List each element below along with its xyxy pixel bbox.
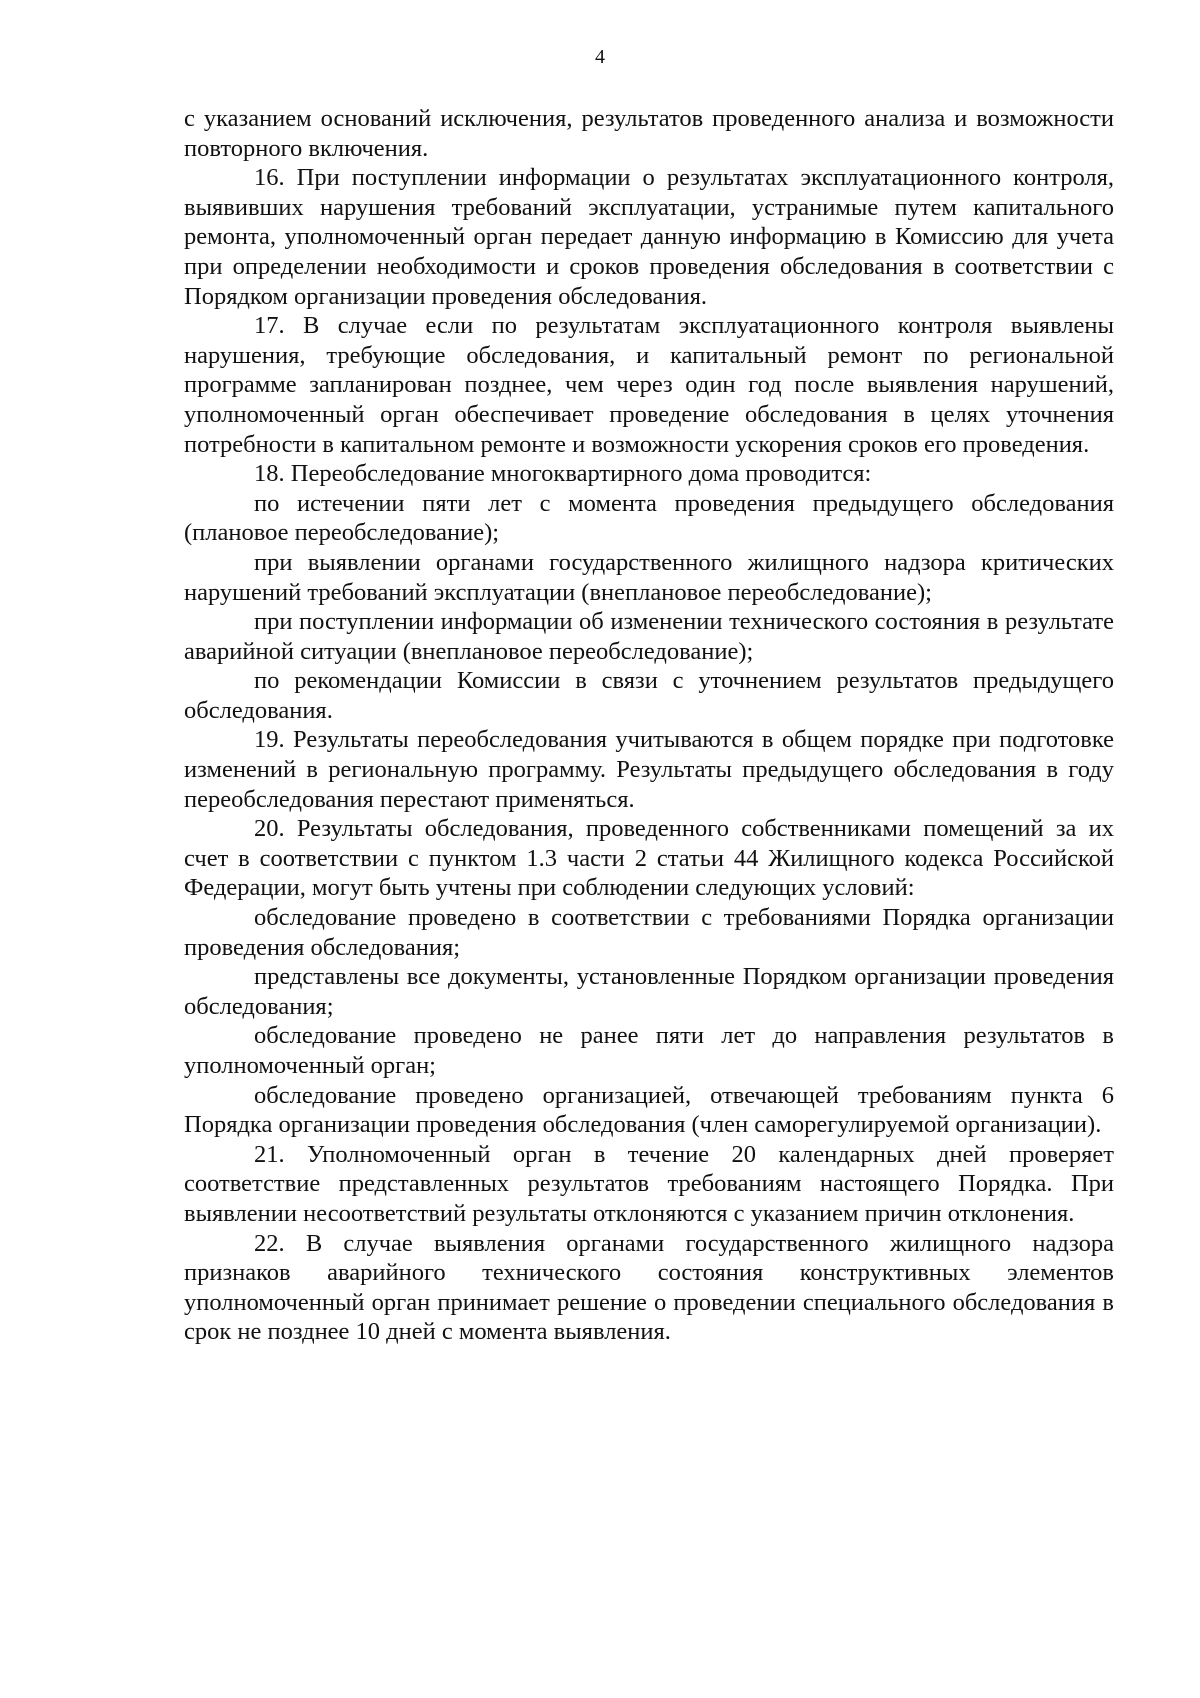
paragraph: с указанием оснований исключения, результатов проведенного анализа и возможности повторного включения. — [184, 105, 1114, 162]
list-item: обследование проведено организацией, отвечающей требованиям пункта 6 Порядка организации проведения обследования (член саморегулируемой организации). — [184, 1081, 1114, 1139]
paragraph-19: 19. Результаты переобследования учитываются в общем порядке при подготовке изменений в региональную программу. Результаты предыдущего обследования в году переобследования перестают применяться. — [184, 726, 1114, 813]
list-item: по истечении пяти лет с момента проведения предыдущего обследования (плановое переобследование); — [184, 489, 1114, 547]
document-body — [184, 104, 1114, 1347]
paragraph-21: 21. Уполномоченный орган в течение 20 календарных дней проверяет соответствие представленных результатов требованиям настоящего Порядка. При выявлении несоответствий результаты отклоняются с указанием причин отклонения. — [184, 1140, 1114, 1227]
paragraph-16: 16. При поступлении информации о результатах эксплуатационного контроля, выявивших нарушения требований эксплуатации, устранимые путем капитального ремонта, уполномоченный орган передает данную информацию в Комиссию для учета при определении необходимости и сроков проведения обследования в соответствии с Порядком организации проведения обследования. — [184, 164, 1114, 310]
list-item: при выявлении органами государственного жилищного надзора критических нарушений требований эксплуатации (внеплановое переобследование); — [184, 548, 1114, 606]
list-item: представлены все документы, установленные Порядком организации проведения обследования; — [184, 963, 1114, 1020]
list-item: обследование проведено в соответствии с требованиями Порядка организации проведения обследования; — [184, 904, 1114, 961]
paragraph-17: 17. В случае если по результатам эксплуатационного контроля выявлены нарушения, требующие обследования, и капитальный ремонт по региональной программе запланирован позднее, чем через один год после выявления нарушений, уполномоченный орган обеспечивает проведение обследования в целях уточнения потребности в капитальном ремонте и возможности ускорения сроков его проведения. — [184, 312, 1114, 458]
list-item: по рекомендации Комиссии в связи с уточнением результатов предыдущего обследования. — [184, 667, 1114, 724]
paragraph-20: 20. Результаты обследования, проведенного собственниками помещений за их счет в соответствии с пунктом 1.3 части 2 статьи 44 Жилищного кодекса Российской Федерации, могут быть учтены при соблюдении следующих условий: — [184, 815, 1114, 902]
paragraph-18: 18. Переобследование многоквартирного дома проводится: — [254, 460, 872, 488]
list-item: при поступлении информации об изменении технического состояния в результате аварийной ситуации (внеплановое переобследование); — [184, 608, 1114, 665]
list-item: обследование проведено не ранее пяти лет до направления результатов в уполномоченный орган; — [184, 1022, 1114, 1079]
page-number: 4 — [595, 46, 605, 68]
paragraph-22: 22. В случае выявления органами государственного жилищного надзора признаков аварийного технического состояния конструктивных элементов уполномоченный орган принимает решение о проведении специального обследования в срок не позднее 10 дней с момента выявления. — [184, 1229, 1114, 1346]
